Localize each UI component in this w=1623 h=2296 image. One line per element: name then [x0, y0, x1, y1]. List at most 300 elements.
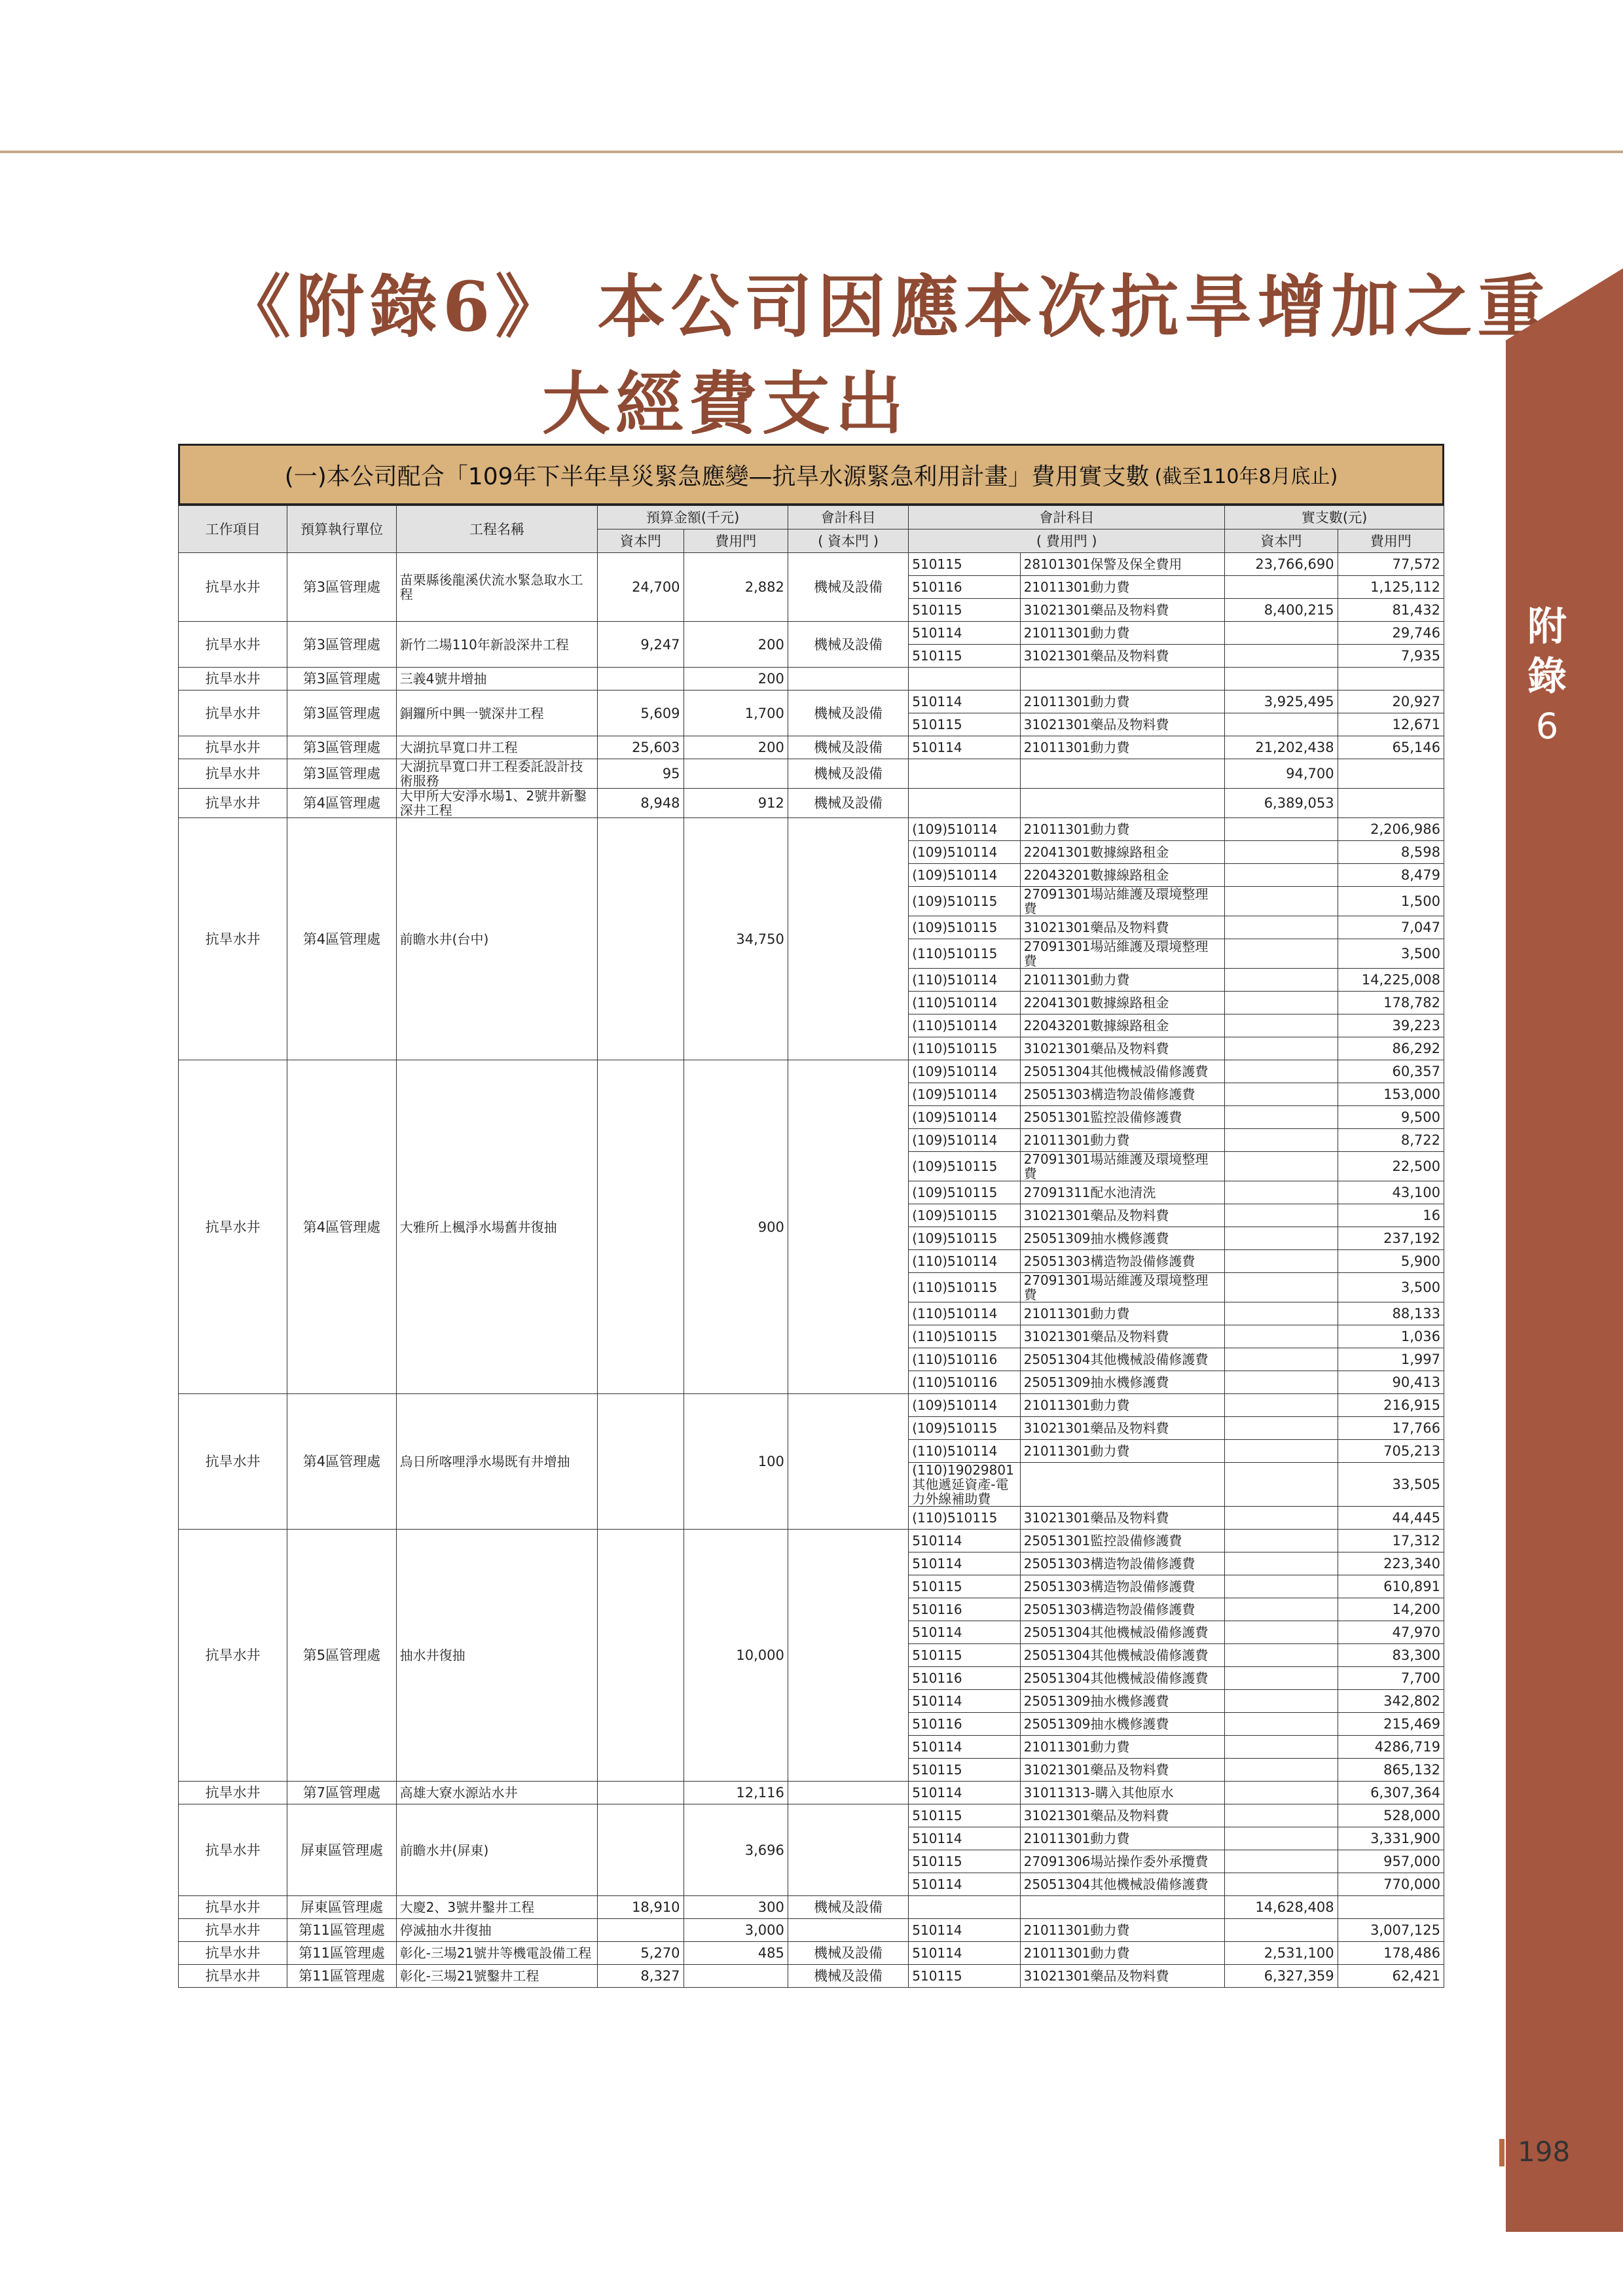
- budget-expense-cell: 3,000: [684, 1919, 788, 1942]
- col-unit: 預算執行單位: [287, 506, 396, 553]
- actual-capital-cell: [1225, 1273, 1338, 1302]
- acct-code-cell: (109)510114: [909, 1106, 1020, 1129]
- acct-code-cell: 510115: [909, 1644, 1020, 1667]
- col-acct-exp-sub: ( 費用門 ): [909, 529, 1225, 553]
- budget-capital-cell: [598, 1804, 684, 1896]
- acct-item-cell: 25051301監控設備修護費: [1020, 1106, 1225, 1129]
- table-row: [179, 736, 1444, 759]
- acct-item-cell: 25051304其他機械設備修護費: [1020, 1667, 1225, 1690]
- page-number-bar: [1499, 2139, 1504, 2166]
- col-actual: 實支數(元): [1225, 506, 1444, 529]
- budget-expense-cell: [684, 1965, 788, 1988]
- actual-capital-cell: 8,400,215: [1225, 599, 1338, 622]
- actual-capital-cell: [1225, 1782, 1338, 1804]
- work-item-cell: 抗旱水井: [179, 1060, 287, 1394]
- acct-item-cell: 21011301動力費: [1020, 818, 1225, 841]
- actual-expense-cell: 22,500: [1338, 1152, 1444, 1181]
- actual-capital-cell: [1225, 1037, 1338, 1060]
- actual-capital-cell: [1225, 645, 1338, 668]
- actual-expense-cell: 8,479: [1338, 864, 1444, 887]
- actual-capital-cell: [1225, 1804, 1338, 1827]
- actual-capital-cell: 6,327,359: [1225, 1965, 1338, 1988]
- actual-expense-cell: 1,997: [1338, 1348, 1444, 1371]
- actual-expense-cell: 7,700: [1338, 1667, 1444, 1690]
- acct-item-cell: 21011301動力費: [1020, 1827, 1225, 1850]
- acct-item-cell: 31021301藥品及物料費: [1020, 1507, 1225, 1530]
- acct-code-cell: (110)510116: [909, 1348, 1020, 1371]
- actual-expense-cell: 153,000: [1338, 1083, 1444, 1106]
- actual-expense-cell: [1338, 789, 1444, 818]
- actual-expense-cell: 90,413: [1338, 1371, 1444, 1394]
- acct-code-cell: (110)510114: [909, 1014, 1020, 1037]
- actual-expense-cell: 610,891: [1338, 1575, 1444, 1598]
- actual-capital-cell: [1225, 1850, 1338, 1873]
- actual-expense-cell: 62,421: [1338, 1965, 1444, 1988]
- table-row: [179, 622, 1444, 645]
- acct-item-cell: 25051303構造物設備修護費: [1020, 1552, 1225, 1575]
- table-row: [179, 1919, 1444, 1942]
- unit-cell: 第4區管理處: [287, 1394, 396, 1530]
- work-item-cell: 抗旱水井: [179, 1919, 287, 1942]
- actual-expense-cell: 4286,719: [1338, 1736, 1444, 1759]
- actual-capital-cell: [1225, 1152, 1338, 1181]
- acct-code-cell: (110)510115: [909, 1325, 1020, 1348]
- acct-item-cell: 25051304其他機械設備修護費: [1020, 1873, 1225, 1896]
- side-label-number: 6: [1535, 706, 1559, 747]
- acct-item-cell: 31021301藥品及物料費: [1020, 713, 1225, 736]
- acct-item-cell: 25051301監控設備修護費: [1020, 1530, 1225, 1552]
- acct-item-cell: 22043201數據線路租金: [1020, 1014, 1225, 1037]
- acct-item-cell: 31021301藥品及物料費: [1020, 1965, 1225, 1988]
- acct-code-cell: (109)510115: [909, 1152, 1020, 1181]
- acct-capital-cell: 機械及設備: [788, 1965, 908, 1988]
- budget-expense-cell: 1,700: [684, 691, 788, 736]
- acct-item-cell: 25051309抽水機修護費: [1020, 1371, 1225, 1394]
- budget-capital-cell: [598, 1394, 684, 1530]
- acct-item-cell: 31021301藥品及物料費: [1020, 1037, 1225, 1060]
- budget-expense-cell: 485: [684, 1942, 788, 1965]
- acct-capital-cell: [788, 1782, 908, 1804]
- actual-expense-cell: 2,206,986: [1338, 818, 1444, 841]
- table-row: [179, 818, 1444, 841]
- table-row: [179, 789, 1444, 818]
- work-item-cell: 抗旱水井: [179, 1394, 287, 1530]
- actual-capital-cell: 94,700: [1225, 759, 1338, 789]
- acct-capital-cell: [788, 1804, 908, 1896]
- actual-capital-cell: [1225, 818, 1338, 841]
- actual-capital-cell: [1225, 1667, 1338, 1690]
- project-name-cell: 彰化-三場21號鑿井工程: [396, 1965, 598, 1988]
- acct-code-cell: 510115: [909, 1850, 1020, 1873]
- unit-cell: 第3區管理處: [287, 759, 396, 789]
- acct-item-cell: 25051303構造物設備修護費: [1020, 1083, 1225, 1106]
- acct-capital-cell: [788, 1530, 908, 1782]
- project-name-cell: 彰化-三場21號井等機電設備工程: [396, 1942, 598, 1965]
- actual-expense-cell: 1,125,112: [1338, 576, 1444, 599]
- actual-capital-cell: [1225, 668, 1338, 691]
- table-row: [179, 1394, 1444, 1417]
- actual-expense-cell: 957,000: [1338, 1850, 1444, 1873]
- acct-item-cell: [1020, 789, 1225, 818]
- acct-item-cell: 25051303構造物設備修護費: [1020, 1598, 1225, 1621]
- project-name-cell: 大慶2、3號井鑿井工程: [396, 1896, 598, 1919]
- actual-capital-cell: [1225, 1181, 1338, 1204]
- actual-expense-cell: 3,500: [1338, 1273, 1444, 1302]
- acct-capital-cell: [788, 668, 908, 691]
- unit-cell: 第3區管理處: [287, 553, 396, 622]
- actual-capital-cell: [1225, 1507, 1338, 1530]
- actual-expense-cell: [1338, 1896, 1444, 1919]
- budget-capital-cell: 18,910: [598, 1896, 684, 1919]
- unit-cell: 第3區管理處: [287, 736, 396, 759]
- header-row-1: [179, 506, 1444, 529]
- acct-code-cell: 510114: [909, 1736, 1020, 1759]
- actual-capital-cell: [1225, 1463, 1338, 1507]
- acct-item-cell: [1020, 1896, 1225, 1919]
- table-row: [179, 1530, 1444, 1552]
- actual-expense-cell: 12,671: [1338, 713, 1444, 736]
- acct-item-cell: 27091301場站維護及環境整理費: [1020, 887, 1225, 916]
- acct-capital-cell: [788, 1919, 908, 1942]
- acct-item-cell: 31021301藥品及物料費: [1020, 1804, 1225, 1827]
- acct-item-cell: 22043201數據線路租金: [1020, 864, 1225, 887]
- actual-expense-cell: 88,133: [1338, 1302, 1444, 1325]
- expense-table-section: [178, 444, 1444, 1988]
- actual-capital-cell: [1225, 1204, 1338, 1227]
- acct-code-cell: (110)19029801其他遞延資產-電力外線補助費: [909, 1463, 1020, 1507]
- acct-item-cell: 31021301藥品及物料費: [1020, 1204, 1225, 1227]
- acct-item-cell: 27091306場站操作委外承攬費: [1020, 1850, 1225, 1873]
- project-name-cell: 銅鑼所中興一號深井工程: [396, 691, 598, 736]
- acct-code-cell: [909, 789, 1020, 818]
- actual-expense-cell: 1,036: [1338, 1325, 1444, 1348]
- col-actual-capital: 資本門: [1225, 529, 1338, 553]
- unit-cell: 第11區管理處: [287, 1965, 396, 1988]
- acct-code-cell: 510115: [909, 1804, 1020, 1827]
- acct-item-cell: 21011301動力費: [1020, 736, 1225, 759]
- actual-capital-cell: [1225, 1873, 1338, 1896]
- acct-item-cell: 21011301動力費: [1020, 1919, 1225, 1942]
- actual-expense-cell: 14,200: [1338, 1598, 1444, 1621]
- side-label-char-2: 錄: [1527, 654, 1567, 700]
- acct-item-cell: 21011301動力費: [1020, 691, 1225, 713]
- acct-code-cell: 510114: [909, 1827, 1020, 1850]
- budget-capital-cell: 24,700: [598, 553, 684, 622]
- actual-capital-cell: 3,925,495: [1225, 691, 1338, 713]
- acct-item-cell: 25051304其他機械設備修護費: [1020, 1621, 1225, 1644]
- actual-expense-cell: 47,970: [1338, 1621, 1444, 1644]
- acct-item-cell: 22041301數據線路租金: [1020, 992, 1225, 1014]
- budget-capital-cell: [598, 1919, 684, 1942]
- acct-code-cell: 510115: [909, 1575, 1020, 1598]
- table-body: [179, 553, 1444, 1988]
- acct-code-cell: (109)510114: [909, 1060, 1020, 1083]
- col-acct-cap: 會計科目: [788, 506, 908, 529]
- actual-capital-cell: [1225, 1227, 1338, 1250]
- acct-item-cell: 25051303構造物設備修護費: [1020, 1575, 1225, 1598]
- actual-expense-cell: 1,500: [1338, 887, 1444, 916]
- acct-code-cell: (110)510115: [909, 1037, 1020, 1060]
- unit-cell: 屏東區管理處: [287, 1804, 396, 1896]
- expense-table: [178, 505, 1444, 1988]
- acct-code-cell: 510114: [909, 691, 1020, 713]
- actual-expense-cell: 178,782: [1338, 992, 1444, 1014]
- section-title: (一)本公司配合「109年下半年旱災緊急應變—抗旱水源緊急利用計畫」費用實支數: [284, 463, 1150, 490]
- acct-item-cell: 31021301藥品及物料費: [1020, 1417, 1225, 1440]
- acct-item-cell: 25051304其他機械設備修護費: [1020, 1644, 1225, 1667]
- acct-code-cell: 510114: [909, 1919, 1020, 1942]
- appendix-side-label: [1524, 602, 1570, 751]
- work-item-cell: 抗旱水井: [179, 691, 287, 736]
- table-row: [179, 1942, 1444, 1965]
- acct-capital-cell: 機械及設備: [788, 736, 908, 759]
- actual-capital-cell: [1225, 1325, 1338, 1348]
- actual-capital-cell: [1225, 887, 1338, 916]
- actual-capital-cell: [1225, 969, 1338, 992]
- budget-capital-cell: [598, 1782, 684, 1804]
- project-name-cell: 抽水井復抽: [396, 1530, 598, 1782]
- budget-expense-cell: 10,000: [684, 1530, 788, 1782]
- acct-code-cell: (109)510115: [909, 1417, 1020, 1440]
- acct-code-cell: 510114: [909, 1552, 1020, 1575]
- actual-expense-cell: 705,213: [1338, 1440, 1444, 1463]
- project-name-cell: 三義4號井增抽: [396, 668, 598, 691]
- work-item-cell: 抗旱水井: [179, 1896, 287, 1919]
- acct-code-cell: (109)510115: [909, 1227, 1020, 1250]
- budget-expense-cell: 900: [684, 1060, 788, 1394]
- actual-capital-cell: [1225, 1575, 1338, 1598]
- table-row: [179, 553, 1444, 576]
- col-budget: 預算金額(千元): [598, 506, 788, 529]
- acct-code-cell: 510114: [909, 1621, 1020, 1644]
- unit-cell: 第11區管理處: [287, 1942, 396, 1965]
- acct-code-cell: (109)510114: [909, 818, 1020, 841]
- actual-expense-cell: 237,192: [1338, 1227, 1444, 1250]
- acct-code-cell: 510115: [909, 645, 1020, 668]
- actual-capital-cell: [1225, 1129, 1338, 1152]
- acct-code-cell: (110)510115: [909, 939, 1020, 969]
- actual-expense-cell: 33,505: [1338, 1463, 1444, 1507]
- actual-capital-cell: [1225, 916, 1338, 939]
- acct-code-cell: 510114: [909, 1690, 1020, 1713]
- acct-code-cell: (110)510114: [909, 992, 1020, 1014]
- acct-code-cell: (109)510115: [909, 1204, 1020, 1227]
- table-row: [179, 691, 1444, 713]
- acct-code-cell: (110)510114: [909, 1250, 1020, 1273]
- acct-code-cell: (110)510115: [909, 1507, 1020, 1530]
- budget-expense-cell: 12,116: [684, 1782, 788, 1804]
- actual-capital-cell: [1225, 1394, 1338, 1417]
- unit-cell: 第5區管理處: [287, 1530, 396, 1782]
- acct-item-cell: 25051304其他機械設備修護費: [1020, 1348, 1225, 1371]
- actual-expense-cell: 223,340: [1338, 1552, 1444, 1575]
- work-item-cell: 抗旱水井: [179, 622, 287, 668]
- acct-code-cell: 510115: [909, 713, 1020, 736]
- acct-item-cell: 31021301藥品及物料費: [1020, 645, 1225, 668]
- acct-item-cell: 31011313-購入其他原水: [1020, 1782, 1225, 1804]
- actual-capital-cell: 21,202,438: [1225, 736, 1338, 759]
- acct-code-cell: (109)510115: [909, 1181, 1020, 1204]
- work-item-cell: 抗旱水井: [179, 759, 287, 789]
- actual-expense-cell: 865,132: [1338, 1759, 1444, 1782]
- acct-code-cell: 510115: [909, 599, 1020, 622]
- acct-code-cell: 510114: [909, 1530, 1020, 1552]
- acct-code-cell: (110)510114: [909, 1440, 1020, 1463]
- actual-expense-cell: 7,047: [1338, 916, 1444, 939]
- actual-capital-cell: [1225, 1827, 1338, 1850]
- actual-expense-cell: 17,312: [1338, 1530, 1444, 1552]
- acct-code-cell: (110)510114: [909, 969, 1020, 992]
- acct-capital-cell: 機械及設備: [788, 622, 908, 668]
- actual-capital-cell: 2,531,100: [1225, 1942, 1338, 1965]
- top-rule: [0, 151, 1623, 153]
- budget-capital-cell: 5,270: [598, 1942, 684, 1965]
- actual-capital-cell: [1225, 1440, 1338, 1463]
- actual-expense-cell: 528,000: [1338, 1804, 1444, 1827]
- actual-expense-cell: 7,935: [1338, 645, 1444, 668]
- budget-capital-cell: [598, 1530, 684, 1782]
- acct-capital-cell: [788, 1060, 908, 1394]
- acct-code-cell: 510114: [909, 736, 1020, 759]
- actual-capital-cell: [1225, 1106, 1338, 1129]
- acct-code-cell: 510114: [909, 1942, 1020, 1965]
- acct-capital-cell: [788, 818, 908, 1060]
- acct-item-cell: [1020, 759, 1225, 789]
- actual-expense-cell: 16: [1338, 1204, 1444, 1227]
- acct-item-cell: 27091301場站維護及環境整理費: [1020, 1273, 1225, 1302]
- actual-capital-cell: [1225, 939, 1338, 969]
- actual-expense-cell: 8,598: [1338, 841, 1444, 864]
- side-label-char-1: 附: [1527, 604, 1567, 650]
- actual-capital-cell: [1225, 841, 1338, 864]
- actual-capital-cell: [1225, 713, 1338, 736]
- budget-expense-cell: 200: [684, 622, 788, 668]
- project-name-cell: 大湖抗旱寬口井工程: [396, 736, 598, 759]
- col-budget-expense: 費用門: [684, 529, 788, 553]
- table-row: [179, 759, 1444, 789]
- project-name-cell: 苗栗縣後龍溪伏流水緊急取水工程: [396, 553, 598, 622]
- actual-expense-cell: 3,331,900: [1338, 1827, 1444, 1850]
- acct-item-cell: 25051309抽水機修護費: [1020, 1227, 1225, 1250]
- actual-expense-cell: 9,500: [1338, 1106, 1444, 1129]
- actual-expense-cell: [1338, 668, 1444, 691]
- acct-item-cell: 25051303構造物設備修護費: [1020, 1250, 1225, 1273]
- actual-expense-cell: 39,223: [1338, 1014, 1444, 1037]
- acct-item-cell: 27091301場站維護及環境整理費: [1020, 939, 1225, 969]
- work-item-cell: 抗旱水井: [179, 1804, 287, 1896]
- actual-capital-cell: [1225, 1250, 1338, 1273]
- acct-code-cell: 510116: [909, 576, 1020, 599]
- acct-code-cell: 510116: [909, 1713, 1020, 1736]
- work-item-cell: 抗旱水井: [179, 1942, 287, 1965]
- work-item-cell: 抗旱水井: [179, 736, 287, 759]
- actual-capital-cell: [1225, 1530, 1338, 1552]
- actual-capital-cell: [1225, 1417, 1338, 1440]
- acct-item-cell: 31021301藥品及物料費: [1020, 916, 1225, 939]
- project-name-cell: 前瞻水井(屏東): [396, 1804, 598, 1896]
- acct-item-cell: 27091311配水池清洗: [1020, 1181, 1225, 1204]
- acct-code-cell: 510115: [909, 553, 1020, 576]
- acct-item-cell: [1020, 668, 1225, 691]
- acct-item-cell: 21011301動力費: [1020, 1129, 1225, 1152]
- unit-cell: 第3區管理處: [287, 622, 396, 668]
- actual-capital-cell: [1225, 1598, 1338, 1621]
- actual-expense-cell: [1338, 759, 1444, 789]
- actual-capital-cell: [1225, 1014, 1338, 1037]
- project-name-cell: 前瞻水井(台中): [396, 818, 598, 1060]
- actual-capital-cell: [1225, 622, 1338, 645]
- col-budget-capital: 資本門: [598, 529, 684, 553]
- actual-expense-cell: 77,572: [1338, 553, 1444, 576]
- acct-item-cell: [1020, 1463, 1225, 1507]
- budget-expense-cell: 100: [684, 1394, 788, 1530]
- budget-capital-cell: 9,247: [598, 622, 684, 668]
- actual-capital-cell: [1225, 864, 1338, 887]
- table-row: [179, 1965, 1444, 1988]
- actual-expense-cell: 43,100: [1338, 1181, 1444, 1204]
- acct-item-cell: 25051309抽水機修護費: [1020, 1690, 1225, 1713]
- actual-capital-cell: [1225, 1552, 1338, 1575]
- actual-expense-cell: 29,746: [1338, 622, 1444, 645]
- acct-item-cell: 21011301動力費: [1020, 1440, 1225, 1463]
- unit-cell: 第7區管理處: [287, 1782, 396, 1804]
- acct-code-cell: 510116: [909, 1667, 1020, 1690]
- acct-code-cell: [909, 668, 1020, 691]
- acct-item-cell: 31021301藥品及物料費: [1020, 1325, 1225, 1348]
- col-work-item: 工作項目: [179, 506, 287, 553]
- budget-capital-cell: [598, 1060, 684, 1394]
- project-name-cell: 新竹二場110年新設深井工程: [396, 622, 598, 668]
- project-name-cell: 烏日所喀哩淨水場既有井增抽: [396, 1394, 598, 1530]
- acct-item-cell: 21011301動力費: [1020, 969, 1225, 992]
- acct-code-cell: (109)510114: [909, 1129, 1020, 1152]
- col-actual-expense: 費用門: [1338, 529, 1444, 553]
- acct-item-cell: 27091301場站維護及環境整理費: [1020, 1152, 1225, 1181]
- actual-capital-cell: [1225, 1371, 1338, 1394]
- work-item-cell: 抗旱水井: [179, 553, 287, 622]
- acct-item-cell: 21011301動力費: [1020, 1736, 1225, 1759]
- acct-capital-cell: 機械及設備: [788, 1942, 908, 1965]
- actual-expense-cell: 3,500: [1338, 939, 1444, 969]
- acct-capital-cell: 機械及設備: [788, 1896, 908, 1919]
- actual-expense-cell: 215,469: [1338, 1713, 1444, 1736]
- acct-code-cell: (109)510114: [909, 1394, 1020, 1417]
- actual-capital-cell: 23,766,690: [1225, 553, 1338, 576]
- acct-code-cell: (110)510116: [909, 1371, 1020, 1394]
- actual-capital-cell: [1225, 1736, 1338, 1759]
- acct-item-cell: 31021301藥品及物料費: [1020, 599, 1225, 622]
- actual-expense-cell: 86,292: [1338, 1037, 1444, 1060]
- acct-code-cell: 510114: [909, 622, 1020, 645]
- acct-code-cell: 510115: [909, 1759, 1020, 1782]
- budget-capital-cell: 8,948: [598, 789, 684, 818]
- acct-item-cell: 31021301藥品及物料費: [1020, 1759, 1225, 1782]
- project-name-cell: 停滅抽水井復抽: [396, 1919, 598, 1942]
- acct-code-cell: 510114: [909, 1782, 1020, 1804]
- acct-item-cell: 25051304其他機械設備修護費: [1020, 1060, 1225, 1083]
- acct-code-cell: 510116: [909, 1598, 1020, 1621]
- work-item-cell: 抗旱水井: [179, 1965, 287, 1988]
- section-note: (截至110年8月底止): [1154, 465, 1338, 488]
- budget-expense-cell: [684, 759, 788, 789]
- acct-item-cell: 21011301動力費: [1020, 622, 1225, 645]
- actual-expense-cell: 5,900: [1338, 1250, 1444, 1273]
- actual-capital-cell: [1225, 1083, 1338, 1106]
- unit-cell: 第4區管理處: [287, 789, 396, 818]
- actual-expense-cell: 14,225,008: [1338, 969, 1444, 992]
- actual-capital-cell: [1225, 1919, 1338, 1942]
- actual-capital-cell: [1225, 1060, 1338, 1083]
